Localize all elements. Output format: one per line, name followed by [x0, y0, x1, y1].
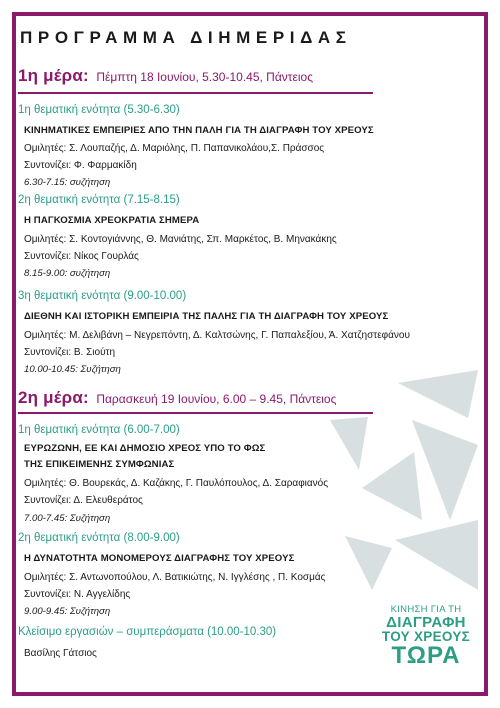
day2-divider [18, 412, 373, 414]
talk-title: Η ΠΑΓΚΟΣΜΙΑ ΧΡΕΟΚΡΑΤΙΑ ΣΗΜΕΡΑ [24, 215, 200, 226]
session-title: 3η θεματική ενότητα (9.00-10.00) [18, 290, 187, 302]
moderator-line: Συντονίζει: Φ. Φαρμακίδη [24, 160, 137, 171]
discussion-line: 9.00-9.45: Συζήτηση [24, 606, 111, 617]
session-title: 1η θεματική ενότητα (6.00-7.00) [18, 424, 180, 436]
talk-title-line2: ΤΗΣ ΕΠΙΚΕΙΜΕΝΗΣ ΣΥΜΦΩΝΙΑΣ [24, 459, 175, 470]
speakers-line: Ομιλητές: Σ. Αντωνοπούλου, Λ. Βατικιώτης, Ν. Ιγγλέσης , Π. Κοσμάς [24, 572, 326, 583]
moderator-line: Συντονίζει: Δ. Ελευθεράτος [24, 495, 143, 506]
logo-line-1: ΚΙΝΗΣΗ ΓΙΑ ΤΗ [390, 604, 462, 615]
day2-header [18, 388, 438, 408]
moderator-line: Συντονίζει: Ν. Αγγελίδης [24, 589, 131, 600]
page-title: ΠΡΟΓΡΑΜΜΑ ΔΙΗΜΕΡΙΔΑΣ [20, 28, 352, 47]
talk-title: ΕΥΡΩΖΩΝΗ, ΕΕ ΚΑΙ ΔΗΜΟΣΙΟ ΧΡΕΟΣ ΥΠΟ ΤΟ ΦΩΣ [24, 443, 266, 454]
speakers-line: Ομιλητές: Θ. Βουρεκάς, Δ. Καζάκης, Γ. Παυλόπουλος, Δ. Σαραφιανός [24, 478, 329, 489]
speakers-line: Ομιλητές: Μ. Δελιβάνη – Νεγρεπόντη, Δ. Καλτσώνης, Γ. Παπαλεξίου, Ά. Χατζηστεφάνου [24, 330, 410, 341]
moderator-line: Συντονίζει: Νίκος Γουρλάς [24, 251, 139, 262]
talk-title: Η ΔΥΝΑΤΟΤΗΤΑ ΜΟΝΟΜΕΡΟΥΣ ΔΙΑΓΡΑΦΗΣ ΤΟΥ ΧΡΕΟΥΣ [24, 553, 295, 564]
talk-title: ΔΙΕΘΝΗ ΚΑΙ ΙΣΤΟΡΙΚΗ ΕΜΠΕΙΡΙΑ ΤΗΣ ΠΑΛΗΣ ΓΙΑ ΤΗ ΔΙΑΓΡΑΦΗ ΤΟΥ ΧΡΕΟΥΣ [24, 311, 389, 322]
day1-divider [18, 92, 373, 94]
day2-detail: Παρασκευή 19 Ιουνίου, 6.00 – 9.45, Πάντειος [96, 392, 337, 406]
moderator-line: Συντονίζει: Β. Σιούτη [24, 347, 116, 358]
session-title: 1η θεματική ενότητα (5.30-6.30) [18, 104, 180, 116]
speakers-line: Ομιλητές: Σ. Κοντογιάννης, Θ. Μανιάτης, Σπ. Μαρκέτος, Β. Μηνακάκης [24, 234, 337, 245]
day1-header [18, 66, 438, 86]
day1-detail: Πέμπτη 18 Ιουνίου, 5.30-10.45, Πάντειος [96, 70, 313, 84]
talk-title: ΚΙΝΗΜΑΤΙΚΕΣ ΕΜΠΕΙΡΙΕΣ ΑΠΟ ΤΗΝ ΠΑΛΗ ΓΙΑ ΤΗ ΔΙΑΓΡΑΦΗ ΤΟΥ ΧΡΕΟΥΣ [24, 125, 374, 136]
day1-label: 1η μέρα: [18, 66, 89, 85]
closing-title: Κλείσιμο εργασιών – συμπεράσματα (10.00-10.30) [18, 626, 277, 638]
discussion-line: 7.00-7.45: Συζήτηση [24, 513, 111, 524]
day2-label: 2η μέρα: [18, 388, 89, 407]
logo-line-3: ΤΟΥ ΧΡΕΟΥΣ [381, 629, 471, 644]
session-title: 2η θεματική ενότητα (8.00-9.00) [18, 532, 180, 544]
logo-line-4: ΤΩΡΑ [391, 642, 461, 669]
session-title: 2η θεματική ενότητα (7.15-8.15) [18, 194, 180, 206]
logo-line-2: ΔΙΑΓΡΑΦΗ [386, 614, 466, 631]
discussion-line: 8.15-9.00: συζήτηση [24, 268, 111, 279]
discussion-line: 10.00-10.45: Συζήτηση [24, 364, 121, 375]
speakers-line: Ομιλητές: Σ. Λουπαζής, Δ. Μαριόλης, Π. Παπανικολάου,Σ. Πράσσος [24, 143, 325, 154]
discussion-line: 6.30-7.15: συζήτηση [24, 177, 111, 188]
movement-logo [374, 604, 478, 668]
closing-speaker: Βασίλης Γάτσιος [24, 648, 97, 659]
